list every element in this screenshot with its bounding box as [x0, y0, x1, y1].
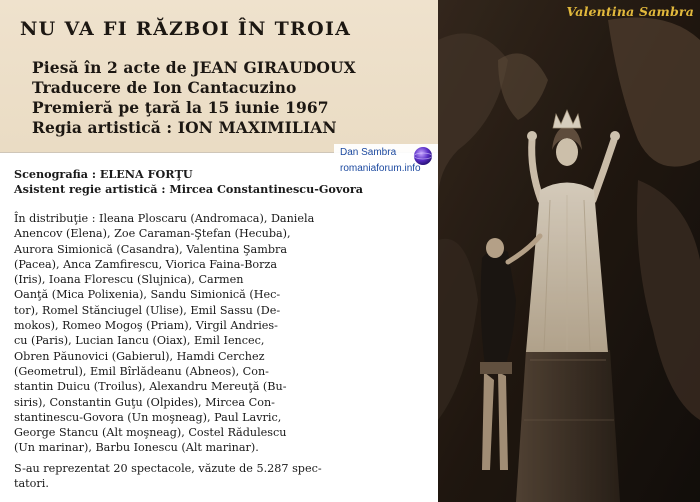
cast-line: Aurora Simionică (Casandra), Valentina Şambra — [14, 242, 288, 256]
cast-line: cu (Paris), Lucian Iancu (Oiax), Emil Iencec, — [14, 334, 265, 348]
cast-line: stantinescu-Govora (Un moşneag), Paul Lavric, — [14, 410, 282, 424]
translator-line: Traducere de Ion Cantacuzino — [32, 78, 297, 97]
cast-line: siris), Constantin Guţu (Olpides), Mircea Con- — [14, 395, 275, 409]
cast-line: tor), Romel Stănciugel (Ulise), Emil Sassu (De- — [14, 303, 281, 317]
summary-line: S-au reprezentat 20 spectacole, văzute de 5.287 spec- — [14, 462, 322, 475]
cast-line: mokos), Romeo Mogoş (Priam), Virgil Andries- — [14, 319, 278, 333]
premiere-line: Premieră pe ţară la 15 iunie 1967 — [32, 98, 329, 117]
cast-line: (Geometrul), Emil Bîrlădeanu (Abneos), Con- — [14, 364, 269, 378]
cast-line: Oanţă (Mica Polixenia), Sandu Simionică (Hec- — [14, 288, 281, 302]
cast-line: Obren Păunovici (Gabierul), Hamdi Cerchez — [14, 349, 265, 363]
cast-line: George Stancu (Alt moşneag), Costel Rădulescu — [14, 426, 287, 440]
play-title: NU VA FI RĂZBOI ÎN TROIA — [20, 18, 352, 40]
cast-line: Anencov (Elena), Zoe Caraman-Ştefan (Hecuba), — [14, 227, 291, 241]
stage-photo-illustration — [438, 0, 700, 502]
cast-line: stantin Duicu (Troilus), Alexandru Mereuţă (Bu- — [14, 380, 287, 394]
cast-line: (Un marinar), Barbu Ionescu (Alt marinar). — [14, 441, 259, 455]
photo-signature: Valentina Sambra — [566, 4, 694, 19]
director-line: Regia artistică : ION MAXIMILIAN — [32, 118, 337, 137]
watermark — [334, 144, 438, 180]
globe-icon — [410, 145, 436, 167]
summary-line: tatori. — [14, 477, 49, 491]
stage-photo — [438, 0, 700, 502]
cast-line: (Iris), Ioana Florescu (Slujnica), Carmen — [14, 273, 244, 287]
cast-line: În distribuţie : Ileana Ploscaru (Andromaca), Daniela — [14, 212, 315, 225]
scenography-credit: Scenografia : ELENA FORŢU — [14, 167, 193, 181]
credits-block — [0, 152, 438, 502]
cast-list — [14, 211, 430, 456]
assistant-director-credit: Asistent regie artistică : Mircea Constantinescu-Govora — [14, 182, 363, 196]
watermark-author: Dan Sambra — [340, 147, 397, 158]
title-block — [0, 0, 438, 152]
watermark-site: romaniaforum.info — [340, 163, 421, 174]
performance-summary — [14, 461, 430, 492]
author-line: Piesă în 2 acte de JEAN GIRAUDOUX — [32, 58, 356, 77]
cast-line: (Pacea), Anca Zamfirescu, Viorica Faina-Borza — [14, 257, 278, 271]
